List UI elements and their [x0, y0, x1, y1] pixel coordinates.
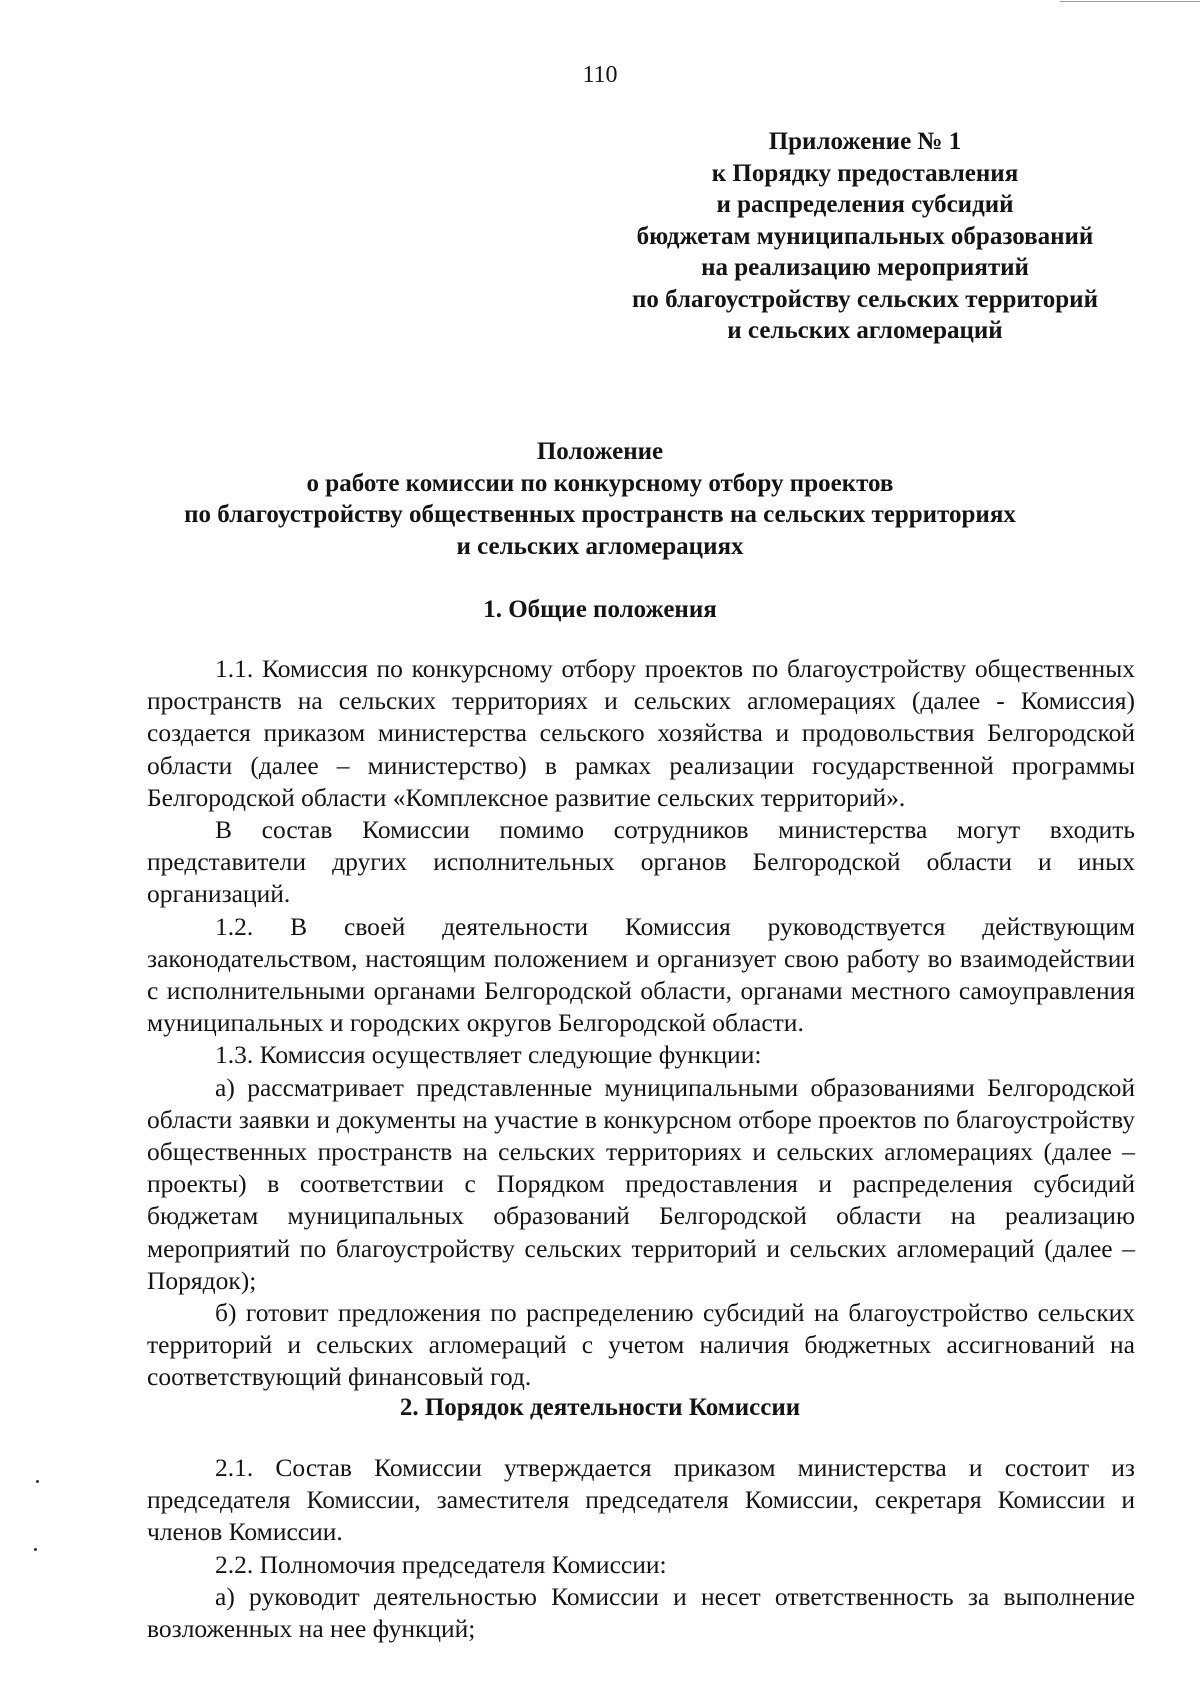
paragraph-1-3: 1.3. Комиссия осуществляет следующие функции:: [215, 1040, 762, 1070]
page-number: 110: [582, 62, 618, 88]
section-1-body: [147, 653, 1135, 1394]
paragraph-1-2: 1.2. В своей деятельности Комиссия руководствуется действующим законодательством, настоящим положением и организует свою работу во взаимодействии с исполнительными органами Белгородской области, органами местного самоуправления муниципальных и городских округов Белгородской области.: [147, 911, 1135, 1038]
paragraph-composition: В состав Комиссии помимо сотрудников министерства могут входить представители других исполнительных органов Белгородской области и иных организаций.: [147, 815, 1135, 909]
title-line: по благоустройству общественных пространств на сельских территориях: [184, 501, 1016, 528]
appendix-line: и распределения субсидий: [716, 191, 1014, 218]
appendix-line: по благоустройству сельских территорий: [632, 285, 1098, 313]
paragraph-2-2: 2.2. Полномочия председателя Комиссии:: [215, 1549, 667, 1579]
scan-dot: [34, 1548, 37, 1551]
paragraph-1-3-b: б) готовит предложения по распределению субсидий на благоустройство сельских территорий и сельских агломераций с учетом наличия бюджетных ассигнований на соответствующий финансовый год.: [147, 1298, 1135, 1392]
appendix-line: на реализацию мероприятий: [701, 254, 1029, 281]
document-title: [0, 436, 1200, 562]
title-line: и сельских агломерациях: [456, 532, 744, 560]
scan-dot: [36, 1480, 39, 1483]
paragraph-1-3-a: а) рассматривает представленные муниципальными образованиями Белгородской области заявки и документы на участие в конкурсном отборе проектов по благоустройству общественных пространств на сельских территориях и сельских агломерациях (далее – проекты) в соответствии с Порядком предоставления и распределения субсидий бюджетам муниципальных образований Белгородской области на реализацию мероприятий по благоустройству сельских территорий и сельских агломераций (далее – Порядок);: [147, 1072, 1135, 1295]
paragraph-2-1: 2.1. Состав Комиссии утверждается приказом министерства и состоит из председателя Комиссии, заместителя председателя Комиссии, секретаря Комиссии и членов Комиссии.: [147, 1453, 1135, 1547]
section-1-heading: 1. Общие положения: [483, 596, 717, 623]
appendix-line: к Порядку предоставления: [711, 159, 1019, 187]
appendix-line: и сельских агломераций: [727, 317, 1003, 344]
appendix-line: бюджетам муниципальных образований: [636, 222, 1094, 250]
title-line: о работе комиссии по конкурсному отбору проектов: [306, 469, 894, 497]
title-line: Положение: [536, 438, 664, 465]
paragraph-1-1: 1.1. Комиссия по конкурсному отбору проектов по благоустройству общественных пространств на сельских территориях и сельских агломерациях (далее - Комиссия) создается приказом министерства сельского хозяйства и продовольствия Белгородской области (далее – министерство) в рамках реализации государственной программы Белгородской области «Комплексное развитие сельских территорий».: [147, 654, 1135, 812]
section-2-body: [147, 1452, 1135, 1645]
appendix-header: [595, 126, 1135, 347]
paragraph-2-2-a: а) руководит деятельностью Комиссии и несет ответственность за выполнение возложенных на нее функций;: [147, 1581, 1135, 1644]
appendix-line: Приложение № 1: [768, 128, 962, 155]
section-2-heading: 2. Порядок деятельности Комиссии: [399, 1394, 801, 1421]
scan-edge-line: [1060, 1, 1200, 2]
